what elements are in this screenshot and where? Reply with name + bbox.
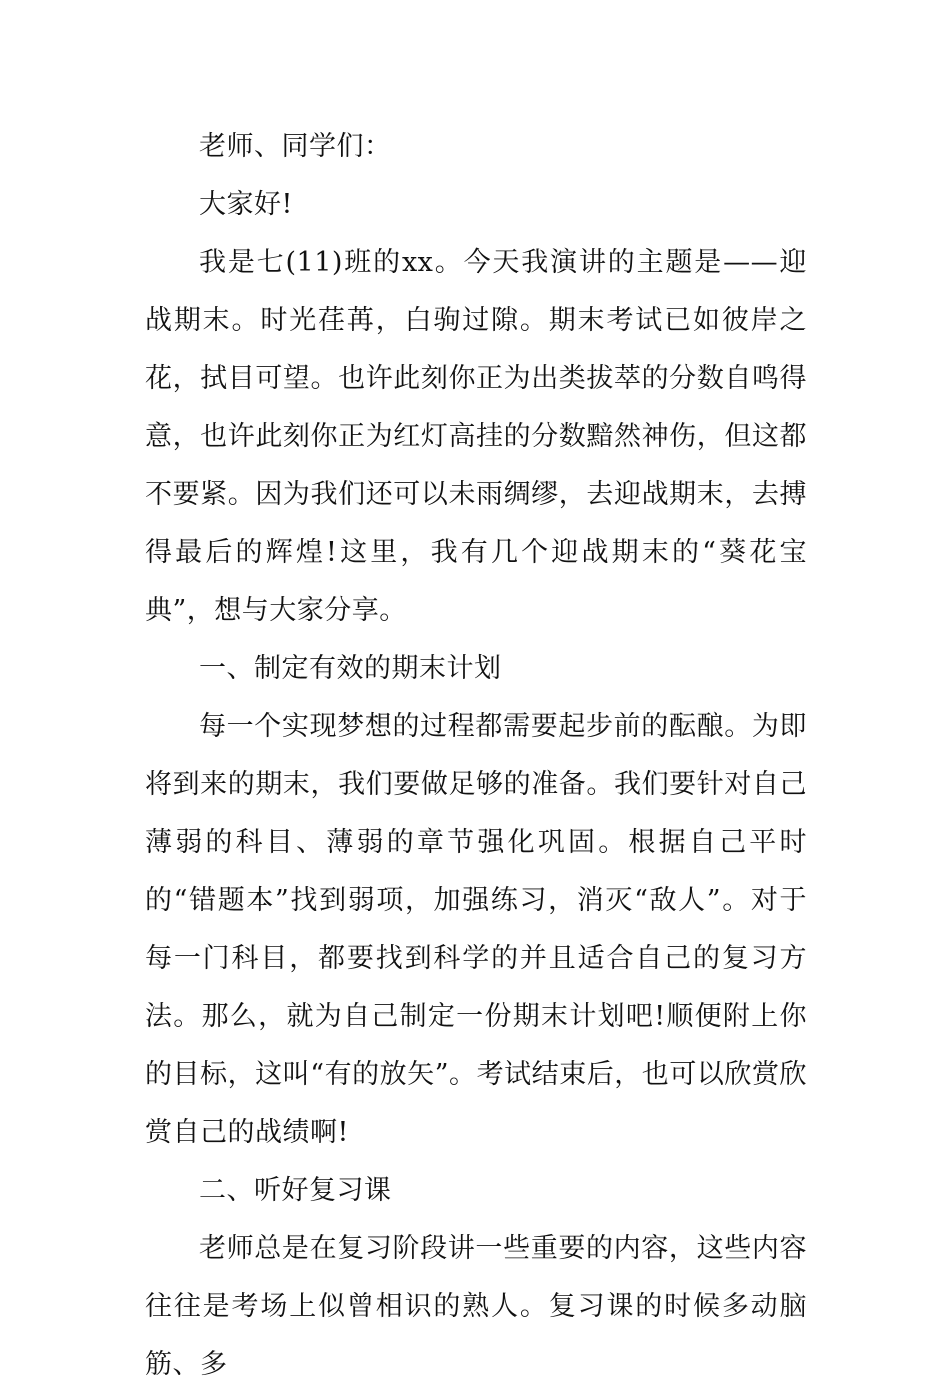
greeting-line: 老师、同学们： <box>199 131 392 162</box>
salutation-line: 大家好! <box>199 189 293 220</box>
section-1-title: 一、制定有效的期末计划 <box>199 653 502 684</box>
intro-paragraph: 我是七(11)班的xx。今天我演讲的主题是——迎战期末。时光荏苒，白驹过隙。期末考试已如彼岸之花，拭目可望。也许此刻你正为出类拔萃的分数自鸣得意，也许此刻你正为红灯高挂的分数黯然神伤，但这都不要紧。因为我们还可以未雨绸缪，去迎战期末，去搏得最后的辉煌!这里，我有几个迎战期末的“葵花宝典”，想与大家分享。 <box>145 247 807 626</box>
section-2-title: 二、听好复习课 <box>199 1175 392 1206</box>
section-1-paragraph: 每一个实现梦想的过程都需要起步前的酝酿。为即将到来的期末，我们要做足够的准备。我们要针对自己薄弱的科目、薄弱的章节强化巩固。根据自己平时的“错题本”找到弱项，加强练习，消灭“敌人”。对于每一门科目，都要找到科学的并且适合自己的复习方法。那么，就为自己制定一份期末计划吧!顺便附上你的目标，这叫“有的放矢”。考试结束后，也可以欣赏欣赏自己的战绩啊! <box>145 711 807 1148</box>
document-body <box>145 118 807 1394</box>
section-2-paragraph: 老师总是在复习阶段讲一些重要的内容，这些内容往往是考场上似曾相识的熟人。复习课的时候多动脑筋、多 <box>145 1233 807 1380</box>
